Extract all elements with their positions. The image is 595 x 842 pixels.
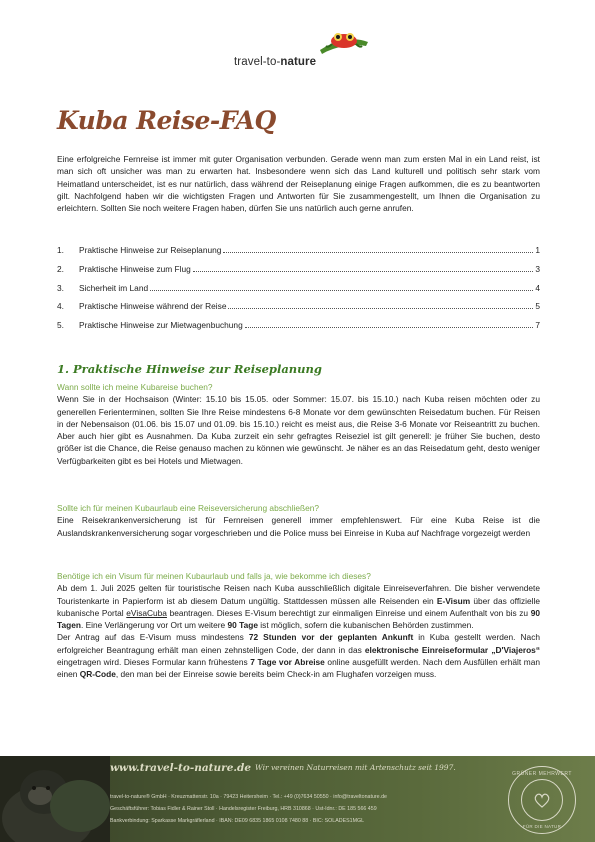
footer-slogan: Wir vereinen Naturreisen mit Artenschutz seit 1997. bbox=[255, 763, 456, 772]
table-of-contents bbox=[57, 245, 540, 339]
frog-icon bbox=[318, 30, 370, 58]
evisacuba-link[interactable]: eVisaCuba bbox=[126, 607, 167, 618]
toc-leader bbox=[223, 252, 533, 253]
toc-label: Praktische Hinweise zur Reiseplanung bbox=[79, 245, 222, 255]
logo-wordmark: travel-to-nature bbox=[234, 56, 317, 68]
toc-label: Praktische Hinweise zur Mietwagenbuchung bbox=[79, 320, 243, 331]
toc-leader bbox=[150, 290, 533, 291]
toc-label: Praktische Hinweise zum Flug bbox=[79, 263, 191, 274]
toc-item-2[interactable]: 2. Praktische Hinweise zum Flug 3 bbox=[57, 263, 540, 274]
gorilla-image bbox=[0, 756, 110, 842]
toc-item-3[interactable]: 3. Sicherheit im Land 4 bbox=[57, 282, 540, 293]
footer-bank-line: Bankverbindung: Sparkasse Markgräflerland · IBAN: DE09 6835 1865 0108 7480 88 · BIC: SOLADES1MGL bbox=[110, 818, 365, 824]
faq-block-insurance bbox=[57, 502, 540, 539]
page-title: Kuba Reise-FAQ bbox=[57, 106, 276, 135]
faq-question: Sollte ich für meinen Kubaurlaub eine Reiseversicherung abschließen? bbox=[57, 503, 320, 513]
toc-page-number: 3 bbox=[535, 263, 540, 274]
toc-page-number: 5 bbox=[535, 301, 540, 312]
footer-contact-line: travel-to-nature® GmbH · Kreuzmattenstr. 10a · 79423 Heitersheim · Tel.: +49 (0)7634 50550 · info@traveltonature.de bbox=[110, 794, 387, 800]
section-heading: 1. Praktische Hinweise zur Reiseplanung bbox=[57, 362, 322, 376]
toc-label: Sicherheit im Land bbox=[79, 282, 149, 293]
toc-leader bbox=[245, 327, 533, 328]
faq-answer: Wenn Sie in der Hochsaison (Winter: 15.10 bis 15.05. oder Sommer: 15.07. bis 15.10.) nach Kuba reisen möchten oder zu generellen Ferienterminen, sollten Sie Ihre Reise mindestens 6-8 Monate vor dem gewünschten Reisedatum buchen. Für Reisen in der Nebensaison (01.06. bis 15.07 und 01.09. bis 15.10.) reicht es meist aus, die Reise 3-6 Monate vor Reiseantritt zu buchen. Aber auch hier gibt es Ausnahmen. Da Kuba zurzeit ein sehr gefragtes Reiseziel ist gilt generell: je früher Sie buchen, desto größer ist die Chance, die Reise genauso machen zu können wie gewünscht. Je näher es an das Reisedatum geht, desto weniger Verfügbarkeiten gibt es bei Hotels und Mietwagen. bbox=[57, 394, 540, 466]
toc-item-5[interactable]: 5. Praktische Hinweise zur Mietwagenbuchung 7 bbox=[57, 320, 540, 331]
faq-question: Benötige ich ein Visum für meinen Kubaurlaub und falls ja, wie bekomme ich dieses? bbox=[57, 571, 371, 581]
footer-company-line: Geschäftsführer: Tobias Fidler & Rainer Stoll · Handelsregister Freiburg, HRB 310868 · Ust-Idnr.: DE 185 566 459 bbox=[110, 806, 377, 812]
faq-question: Wann sollte ich meine Kubareise buchen? bbox=[57, 382, 213, 392]
leaf-heart-icon bbox=[532, 790, 552, 810]
toc-page-number: 4 bbox=[535, 282, 540, 293]
faq-answer: Eine Reisekrankenversicherung ist für Fernreisen generell immer empfehlenswert. Für eine Kuba Reise ist die Auslandskrankenversicherung sogar vorgeschrieben und die Police muss bei Einreise in Kuba auf Nachfrage vorgezeigt werden bbox=[57, 515, 540, 538]
toc-page-number: 7 bbox=[535, 320, 540, 331]
toc-item-4[interactable]: 4. Praktische Hinweise während der Reise 5 bbox=[57, 301, 540, 312]
toc-leader bbox=[228, 308, 533, 309]
faq-answer: Ab dem 1. Juli 2025 gelten für touristische Reisen nach Kuba ausschließlich digitale Einreiseverfahren. Die bisher verwendete Touristenkarte in Papierform ist ab diesem Datum ungültig. Stattdessen müssen alle Reisenden ein E-Visum über das offizielle kubanische Portal eVisaCuba beantragen. Dieses E-Visum berechtigt zur einmaligen Einreise und einem Aufenthalt von bis zu 90 Tagen. Eine Verlängerung vor Ort um weitere 90 Tage ist möglich, sofern die kubanischen Behörden zustimmen. bbox=[57, 583, 540, 630]
faq-answer-continued: Der Antrag auf das E-Visum muss mindestens 72 Stunden vor der geplanten Ankunft in Kuba gestellt werden. Nach erfolgreicher Beantragung erhält man einen zehnstelligen Code, der dann in das elektronische Einreiseformular „D'Viajeros“ eingetragen wird. Dieses Formular kann frühestens 7 Tage vor Abreise online ausgefüllt werden. Nach dem Ausfüllen erhält man einen QR-Code, den man bei der Einreise sowie bereits beim Check-in am Flughafen vorzeigen muss. bbox=[57, 632, 541, 679]
faq-block-visa bbox=[57, 570, 540, 680]
company-logo bbox=[230, 30, 370, 75]
footer-banner bbox=[0, 756, 595, 842]
toc-page-number: 1 bbox=[535, 245, 540, 255]
green-value-badge: GRÜNER MEHRWERT FÜR DIE NATUR bbox=[508, 766, 576, 834]
toc-leader bbox=[193, 271, 533, 272]
intro-paragraph: Eine erfolgreiche Fernreise ist immer mit guter Organisation verbunden. Gerade wenn man zum ersten Mal in ein Land reist, ist man sich oft unsicher was man zu erwarten hat. Insbesondere wenn sich das Land kulturell und politisch sehr stark vom Heimatland unterscheidet, ist es nur natürlich, dass während der Reiseplanung einige Fragen aufkommen, die es zu beantworten gilt. Nachfolgend haben wir die wichtigsten Fragen und Antworten für Sie zusammengestellt, um Ihnen die Organisation zu erleichtern. Sollten Sie noch weitere Fragen haben, dürfen Sie uns natürlich auch gerne anrufen. bbox=[57, 154, 540, 213]
toc-label: Praktische Hinweise während der Reise bbox=[79, 301, 227, 312]
faq-block-booking bbox=[57, 381, 540, 467]
toc-item-1[interactable]: 1. Praktische Hinweise zur Reiseplanung 1 bbox=[57, 245, 540, 255]
footer-website-link[interactable]: www.travel-to-nature.de bbox=[110, 762, 252, 774]
